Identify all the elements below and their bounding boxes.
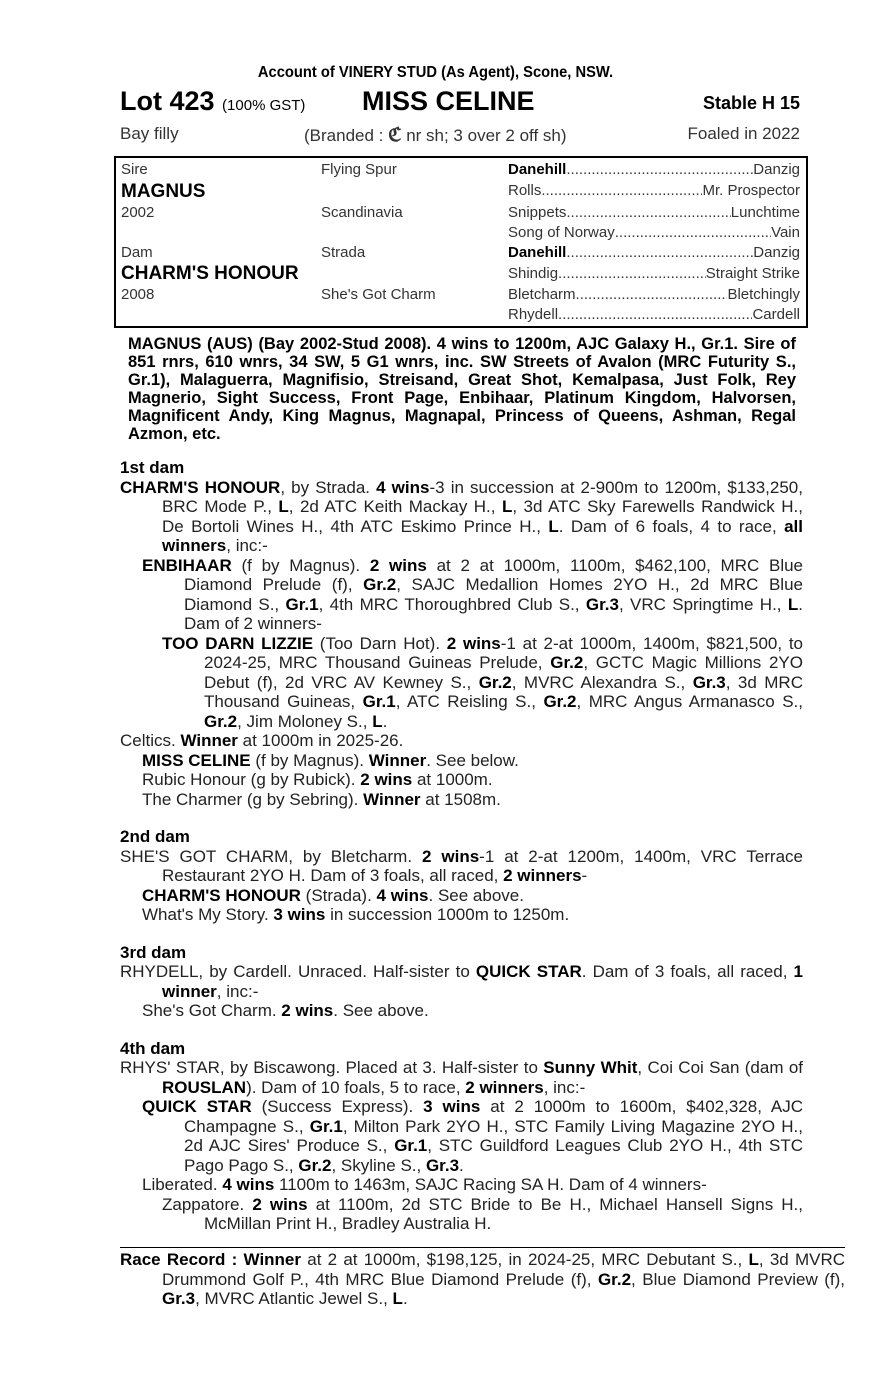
grandparent-name: Shindig [508, 265, 559, 282]
brand-description: (Branded : ℭ nr sh; 3 over 2 off sh) [304, 125, 567, 146]
progeny-entry [142, 751, 803, 771]
bold-text: QUICK STAR [142, 1097, 252, 1116]
dam-paragraph [120, 478, 803, 556]
bold-text: L [787, 594, 799, 614]
pedigree-table [114, 156, 808, 328]
leader-dots [566, 244, 753, 261]
text: - [581, 866, 588, 885]
dam-year: 2008 [121, 286, 155, 303]
text: -3 in succession at 2-900m to 1200m, $133,250, BRC Mode P., [162, 477, 803, 516]
text: (Too Darn Hot). [313, 633, 447, 653]
grandparent-sire: Vain [771, 224, 800, 241]
bold-text: L [501, 497, 513, 516]
bold-text: 3 wins [423, 1097, 481, 1116]
bold-text: Gr.1 [309, 1116, 343, 1136]
dam-name: CHARM'S HONOUR [121, 263, 299, 284]
grandparent-sire: Cardell [752, 306, 800, 323]
bold-text: Gr.2 [550, 653, 584, 672]
leader-dots [566, 161, 753, 178]
text: , 3d MRC Thousand Guineas, [204, 672, 803, 711]
text: , Milton Park 2YO H., STC Family Living Magazine 2YO H., 2d AJC Sires' Produce S., [184, 1116, 804, 1155]
text: (f by Magnus). [231, 555, 370, 575]
sire-dam: Scandinavia [321, 204, 403, 221]
bold-text: Gr.2 [597, 1269, 632, 1289]
leader-dots [558, 306, 752, 323]
bold-text: Gr.1 [362, 692, 396, 711]
text: RHYDELL, by Cardell. Unraced. Half-sister to [120, 962, 476, 981]
dam-sections [120, 458, 803, 1234]
text: Celtics. [120, 731, 181, 750]
bold-text: L [392, 1289, 403, 1308]
sire-sire: Flying Spur [321, 161, 397, 178]
progeny-entry [142, 790, 803, 810]
bold-text: Winner [180, 731, 238, 750]
grandparent-name: Rolls [508, 182, 542, 199]
lot-label: Lot 423 [120, 86, 215, 116]
bold-text: 4 wins [222, 1175, 275, 1194]
grandparent-sire: Lunchtime [730, 204, 800, 221]
text: ). Dam of 10 foals, 5 to race, [246, 1077, 466, 1097]
progeny-entry [142, 1001, 803, 1021]
bold-text: L [372, 711, 383, 731]
grandparent-row [508, 286, 800, 303]
section-heading: 4th dam [120, 1038, 186, 1058]
section-heading: 2nd dam [120, 827, 190, 846]
bold-text: 2 wins [446, 633, 501, 653]
text: , Jim Moloney S., [237, 711, 373, 731]
lot-number [120, 86, 305, 117]
progeny-entry [162, 1195, 803, 1234]
bold-text: Gr.2 [478, 672, 512, 692]
text: (f by Magnus). [250, 750, 369, 770]
bold-text: CHARM'S HONOUR [120, 477, 281, 497]
text: -1 at 2-at 1000m, 1400m, $821,500, to 2024-25, MRC Thousand Guineas Prelude, [204, 633, 804, 672]
text: , Coi Coi San (dam of [637, 1058, 804, 1077]
text: . See above. [333, 1001, 429, 1020]
bold-text: Gr.3 [162, 1289, 196, 1308]
leader-dots [541, 182, 702, 199]
dam-dam: She's Got Charm [321, 286, 436, 303]
bold-text: L [278, 497, 289, 516]
dam-paragraph [120, 1058, 803, 1097]
text: at 2 at 1000m, $198,125, in 2024-25, MRC Debutant S., [301, 1250, 749, 1269]
bold-text: QUICK STAR [475, 962, 582, 981]
vendor-account: Account of VINERY STUD (As Agent), Scone, NSW. [257, 64, 614, 81]
text: . Dam of 3 foals, all raced, [581, 962, 794, 981]
text: . Dam of 2 winners- [184, 594, 803, 633]
text: . [459, 1155, 464, 1175]
text: , by Strada. [280, 477, 377, 497]
text: , STC Guildford Leagues Club 2YO H., 4th STC Pago Pago S., [184, 1136, 803, 1175]
text: Rubic Honour (g by Rubick). [142, 770, 361, 789]
bold-text: Gr.1 [394, 1136, 428, 1155]
bold-text: 2 wins [421, 846, 480, 866]
grandparent-row [508, 161, 800, 178]
bold-text: 1 winner [162, 962, 803, 1001]
gst-note: (100% GST) [222, 97, 306, 114]
text: at 2 at 1000m, 1100m, $462,100, MRC Blue Diamond Prelude (f), [184, 555, 803, 594]
d4-section [120, 1039, 803, 1234]
progeny-entry [142, 1175, 803, 1195]
grandparent-sire: Bletchingly [727, 286, 800, 303]
progeny-entry [142, 905, 803, 925]
race-record [120, 1247, 845, 1309]
d2-section [120, 827, 803, 925]
grandparent-row [508, 244, 800, 261]
progeny-entry [142, 770, 803, 790]
text: at 1000m in 2025-26. [237, 731, 404, 750]
text: . Dam of 6 foals, 4 to race, [558, 516, 785, 536]
grandparent-name: Bletcharm [508, 286, 576, 303]
text: , 2d ATC Keith Mackay H., [288, 497, 502, 516]
dam-label: Dam [121, 244, 153, 261]
text: Liberated. [142, 1175, 223, 1194]
bold-text: Gr.3 [692, 672, 726, 692]
text: (Strada). [300, 885, 377, 905]
text: . See below. [426, 750, 519, 770]
text: What's My Story. [142, 905, 274, 924]
dam-paragraph [120, 962, 803, 1001]
bold-text: all winners [162, 516, 803, 555]
text: , 3d ATC Sky Farewells Randwick H., De Bortoli Wines H., 4th ATC Eskimo Prince H., [162, 497, 803, 536]
text: , MVRC Atlantic Jewel S., [195, 1289, 393, 1308]
dam-sire: Strada [321, 244, 366, 261]
bold-text: 4 wins [376, 477, 430, 497]
text: , MRC Angus Armanasco S., [576, 692, 803, 711]
text: , SAJC Medallion Homes 2YO H., 2d MRC Blue Diamond S., [184, 575, 803, 614]
horse-sex-colour: Bay filly [120, 124, 179, 143]
text: , VRC Springtime H., [618, 594, 788, 614]
text: at 2 1000m to 1600m, $402,328, AJC Champagne S., [184, 1097, 804, 1136]
bold-text: CHARM'S HONOUR [142, 885, 301, 905]
bold-text: Gr.1 [285, 594, 319, 614]
text: -1 at 2-at 1200m, 1400m, VRC Terrace Restaurant 2YO H. Dam of 3 foals, all raced, [162, 846, 804, 885]
sire-name: MAGNUS [121, 181, 206, 202]
grandparent-row [508, 182, 800, 199]
foaled-year: Foaled in 2022 [687, 124, 800, 143]
bold-text: L [748, 1250, 759, 1269]
text: Zappatore. [162, 1194, 253, 1214]
progeny-entry [142, 886, 803, 906]
text: , Skyline S., [331, 1155, 426, 1175]
text: , inc:- [216, 981, 259, 1001]
stable-number: Stable H 15 [702, 93, 800, 113]
bold-text: 2 wins [281, 1001, 334, 1020]
sire-year: 2002 [121, 204, 155, 221]
bold-text: Gr.2 [204, 711, 238, 731]
grandparent-sire: Straight Strike [705, 265, 800, 282]
grandparent-row [508, 265, 800, 282]
text: , 4th MRC Thoroughbred Club S., [318, 594, 586, 614]
bold-text: 2 wins [360, 770, 413, 789]
grandparent-row [508, 306, 800, 323]
text: (Success Express). [251, 1097, 424, 1116]
bold-text: Gr.2 [298, 1155, 332, 1175]
d3-section [120, 943, 803, 1021]
grandparent-sire: Danzig [753, 161, 800, 178]
bold-text: Winner [368, 750, 427, 770]
progeny-entry [162, 634, 803, 732]
bold-text: 4 wins [376, 885, 429, 905]
grandparent-row [508, 204, 800, 221]
bold-text: 3 wins [273, 905, 326, 924]
bold-text: 2 wins [369, 555, 427, 575]
text: at 1508m. [420, 789, 501, 809]
bold-text: 2 winners [503, 866, 582, 885]
bold-text: 2 wins [252, 1194, 308, 1214]
text: , 3d MVRC Drummond Golf P., 4th MRC Blue Diamond Prelude (f), [162, 1250, 846, 1289]
grandparent-name: Danehill [508, 161, 567, 178]
text: . [402, 1289, 408, 1308]
bold-text: Sunny Whit [543, 1058, 638, 1077]
text: She's Got Charm. [142, 1001, 282, 1020]
grandparent-row [508, 224, 800, 241]
grandparent-name: Song of Norway [508, 224, 615, 241]
bold-text: Gr.3 [425, 1155, 460, 1175]
bold-text: Winner [363, 789, 421, 809]
leader-dots [566, 204, 730, 221]
text: SHE'S GOT CHARM, by Bletcharm. [120, 846, 422, 866]
leader-dots [576, 286, 728, 303]
bold-text: ROUSLAN [162, 1077, 247, 1097]
text: , inc:- [543, 1077, 586, 1097]
bold-text: TOO DARN LIZZIE [162, 633, 314, 653]
grandparent-name: Snippets [508, 204, 567, 221]
text: The Charmer (g by Sebring). [142, 789, 364, 809]
progeny-entry [142, 1097, 803, 1175]
sire-summary: MAGNUS (AUS) (Bay 2002-Stud 2008). 4 wins to 1200m, AJC Galaxy H., Gr.1. Sire of 851 rnrs, 610 wnrs, 34 SW, 5 G1 wnrs, inc. SW Streets of Avalon (MRC Futurity S., Gr.1), Malaguerra, Magnifisio, Streisand, Great Shot, Kemalpasa, Just Folk, Rey Magnerio, Sight Success, Front Page, Enbihaar, Platinum Kingdom, Halvorsen, Magnificent Andy, King Magnus, Magnapal, Princess of Queens, Ashman, Regal Azmon, etc. [128, 335, 796, 443]
text: , GCTC Magic Millions 2YO Debut (f), 2d VRC AV Kewney S., [204, 653, 803, 692]
text: at 1000m. [412, 770, 493, 789]
grandparent-sire: Mr. Prospector [702, 182, 800, 199]
bold-text: L [548, 516, 559, 536]
text: , Blue Diamond Preview (f), [631, 1269, 845, 1289]
text: . See above. [428, 885, 524, 905]
progeny-entry [120, 731, 803, 751]
text: RHYS' STAR, by Biscawong. Placed at 3. Half-sister to [120, 1058, 544, 1077]
bold-text: MISS CELINE [142, 750, 251, 770]
leader-dots [558, 265, 706, 282]
text: . [382, 711, 388, 731]
grandparent-sire: Danzig [753, 244, 800, 261]
horse-name: MISS CELINE [362, 86, 535, 116]
text: at 1100m, 2d STC Bride to Be H., Michael Hansell Signs H., McMillan Print H., Bradley Australia H. [204, 1194, 804, 1233]
text: , inc:- [226, 536, 268, 555]
grandparent-name: Rhydell [508, 306, 559, 323]
text: 1100m to 1463m, SAJC Racing SA H. Dam of 4 winners- [274, 1175, 707, 1194]
section-heading: 3rd dam [120, 942, 187, 962]
text: in succession 1000m to 1250m. [325, 905, 570, 924]
bold-text: Race Record : Winner [120, 1250, 302, 1269]
section-heading: 1st dam [120, 458, 185, 477]
grandparent-name: Danehill [508, 244, 567, 261]
bold-text: ENBIHAAR [142, 555, 232, 575]
text: , ATC Reisling S., [395, 692, 544, 711]
bold-text: Gr.2 [363, 575, 397, 594]
text: , MVRC Alexandra S., [511, 672, 693, 692]
bold-text: Gr.2 [543, 692, 577, 711]
sire-label: Sire [121, 161, 148, 178]
progeny-entry [142, 556, 803, 634]
bold-text: Gr.3 [585, 594, 619, 614]
d1-section [120, 458, 803, 809]
dam-paragraph [120, 847, 803, 886]
bold-text: 2 winners [465, 1077, 544, 1097]
leader-dots [615, 224, 771, 241]
brand-mark-icon: ℭ [388, 125, 402, 146]
